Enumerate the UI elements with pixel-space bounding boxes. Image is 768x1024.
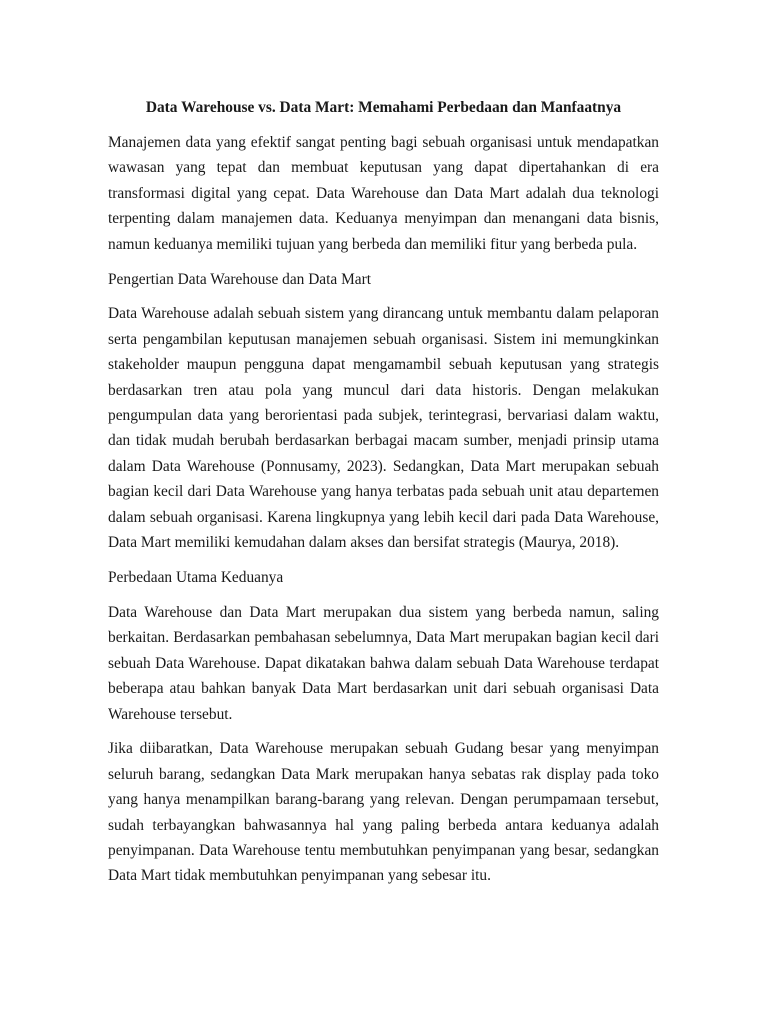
section-body-perbedaan-2: Jika diibaratkan, Data Warehouse merupakan sebuah Gudang besar yang menyimpan seluruh barang, sedangkan Data Mark merupakan hanya sebatas rak display pada toko yang hanya menampilkan barang-barang yang relevan. Dengan perumpamaan tersebut, sudah terbayangkan bahwasannya hal yang paling berbeda antara keduanya adalah penyimpanan. Data Warehouse tentu membutuhkan penyimpanan yang besar, sedangkan Data Mart tidak membutuhkan penyimpanan yang sebesar itu. [108,740,659,885]
section-heading-pengertian: Pengertian Data Warehouse dan Data Mart [108,270,372,288]
section-body-pengertian: Data Warehouse adalah sebuah sistem yang dirancang untuk membantu dalam pelaporan serta pengambilan keputusan manajemen sebuah organisasi. Sistem ini memungkinkan stakeholder maupun pengguna dapat mengamambil sebuah keputusan yang strategis berdasarkan tren atau pola yang muncul dari data historis. Dengan melakukan pengumpulan data yang berorientasi pada subjek, terintegrasi, bervariasi dalam waktu, dan tidak mudah berubah berdasarkan berbagai macam sumber, menjadi prinsip utama dalam Data Warehouse (Ponnusamy, 2023). Sedangkan, Data Mart merupakan sebuah bagian kecil dari Data Warehouse yang hanya terbatas pada sebuah unit atau departemen dalam sebuah organisasi. Karena lingkupnya yang lebih kecil dari pada Data Warehouse, Data Mart memiliki kemudahan dalam akses dan bersifat strategis (Maurya, 2018). [108,305,659,552]
section-heading-perbedaan: Perbedaan Utama Keduanya [108,569,284,586]
intro-paragraph: Manajemen data yang efektif sangat penting bagi sebuah organisasi untuk mendapatkan wawasan yang tepat dan membuat keputusan yang dapat dipertahankan di era transformasi digital yang cepat. Data Warehouse dan Data Mart adalah dua teknologi terpenting dalam manajemen data. Keduanya menyimpan dan menangani data bisnis, namun keduanya memiliki tujuan yang berbeda dan memiliki fitur yang berbeda pula. [108,134,659,253]
section-body-perbedaan-1: Data Warehouse dan Data Mart merupakan dua sistem yang berbeda namun, saling berkaitan. Berdasarkan pembahasan sebelumnya, Data Mart merupakan bagian kecil dari sebuah Data Warehouse. Dapat dikatakan bahwa dalam sebuah Data Warehouse terdapat beberapa atau bahkan banyak Data Mart berdasarkan unit dari sebuah organisasi Data Warehouse tersebut. [108,603,659,723]
document-title: Data Warehouse vs. Data Mart: Memahami Perbedaan dan Manfaatnya [145,99,622,116]
document-page [108,96,659,898]
